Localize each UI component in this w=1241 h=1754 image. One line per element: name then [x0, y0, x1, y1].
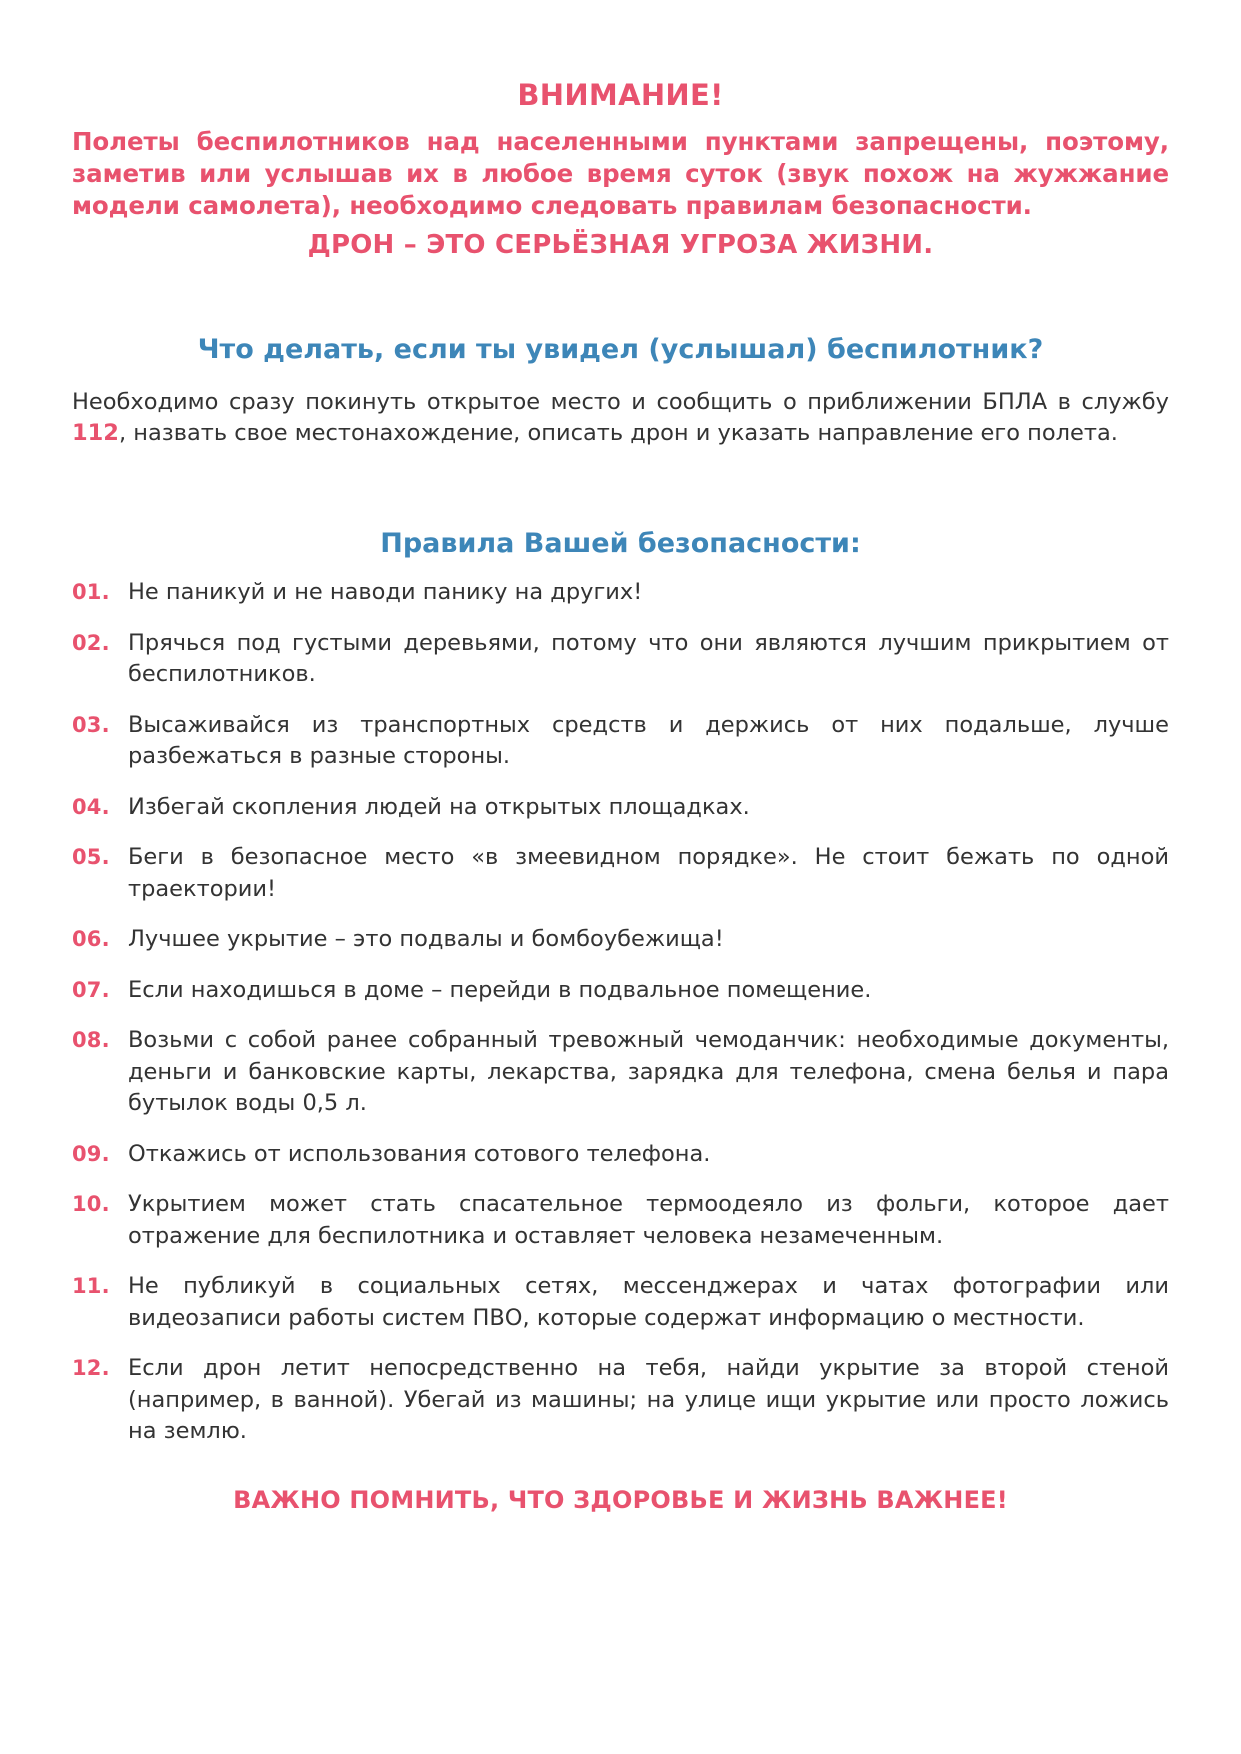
list-item — [72, 1271, 1169, 1334]
rule-text: Беги в безопасное место «в змеевидном порядке». Не стоит бежать по одной траектории! — [128, 844, 1169, 902]
rule-number: 01. — [72, 580, 110, 605]
list-item — [72, 1353, 1169, 1448]
rule-number: 10. — [72, 1192, 110, 1217]
list-item — [72, 577, 1169, 609]
rules-list — [72, 577, 1169, 1448]
rule-number: 12. — [72, 1356, 110, 1381]
rule-text: Возьми с собой ранее собранный тревожный чемоданчик: необходимые документы, деньги и банковские карты, лекарства, зарядка для телефона, смена белья и пара бутылок воды 0,5 л. — [128, 1027, 1169, 1117]
attention-title: ВНИМАНИЕ! — [517, 78, 724, 112]
rule-number: 07. — [72, 977, 110, 1002]
rule-text: Откажись от использования сотового телефона. — [128, 1140, 711, 1167]
what-to-do-text-after: , назвать свое местонахождение, описать дрон и указать направление его полета. — [118, 420, 1118, 447]
list-item — [72, 710, 1169, 773]
rule-number: 04. — [72, 794, 110, 819]
list-item — [72, 628, 1169, 691]
rule-text: Не публикуй в социальных сетях, мессенджерах и чатах фотографии или видеозаписи работы систем ПВО, которые содержат информацию о местности. — [128, 1273, 1169, 1331]
emergency-phone-number: 112 — [72, 420, 119, 447]
rule-text: Избегай скопления людей на открытых площадках. — [128, 793, 750, 820]
what-to-do-text-before: Необходимо сразу покинуть открытое место и сообщить о приближении БПЛА в службу — [72, 388, 1169, 415]
rules-heading: Правила Вашей безопасности: — [380, 528, 861, 560]
threat-line: ДРОН – ЭТО СЕРЬЁЗНАЯ УГРОЗА ЖИЗНИ. — [307, 229, 934, 260]
list-item — [72, 1025, 1169, 1120]
rule-number: 03. — [72, 712, 110, 737]
footer-note: ВАЖНО ПОМНИТЬ, ЧТО ЗДОРОВЬЕ И ЖИЗНЬ ВАЖНЕЕ! — [233, 1485, 1008, 1514]
rule-number: 08. — [72, 1028, 110, 1053]
rule-text: Если дрон летит непосредственно на тебя, найди укрытие за второй стеной (например, в ванной). Убегай из машины; на улице ищи укрытие или просто ложись на землю. — [128, 1355, 1169, 1445]
list-item — [72, 924, 1169, 956]
rule-text: Прячься под густыми деревьями, потому что они являются лучшим прикрытием от беспилотников. — [128, 629, 1169, 688]
rule-text: Высаживайся из транспортных средств и держись от них подальше, лучше разбежаться в разные стороны. — [128, 711, 1169, 770]
list-item — [72, 792, 1169, 824]
rule-text: Если находишься в доме – перейди в подвальное помещение. — [128, 976, 872, 1003]
list-item — [72, 842, 1169, 905]
rule-number: 06. — [72, 927, 110, 952]
what-to-do-heading: Что делать, если ты увидел (услышал) беспилотник? — [197, 333, 1044, 365]
what-to-do-paragraph — [72, 387, 1169, 451]
rule-text: Не паникуй и не наводи панику на других! — [128, 579, 643, 606]
lead-paragraph: Полеты беспилотников над населенными пунктами запрещены, поэтому, заметив или услышав их в любое время суток (звук похож на жужжание модели самолета), необходимо следовать правилам безопасности. — [72, 127, 1169, 220]
rule-text: Укрытием может стать спасательное термоодеяло из фольги, которое дает отражение для беспилотника и оставляет человека незамеченным. — [128, 1191, 1169, 1249]
list-item — [72, 1189, 1169, 1252]
rule-number: 02. — [72, 630, 110, 655]
rule-number: 11. — [72, 1274, 110, 1299]
list-item — [72, 975, 1169, 1007]
list-item — [72, 1139, 1169, 1171]
rule-text: Лучшее укрытие – это подвалы и бомбоубежища! — [128, 926, 724, 953]
rule-number: 09. — [72, 1141, 110, 1166]
rule-number: 05. — [72, 845, 110, 870]
